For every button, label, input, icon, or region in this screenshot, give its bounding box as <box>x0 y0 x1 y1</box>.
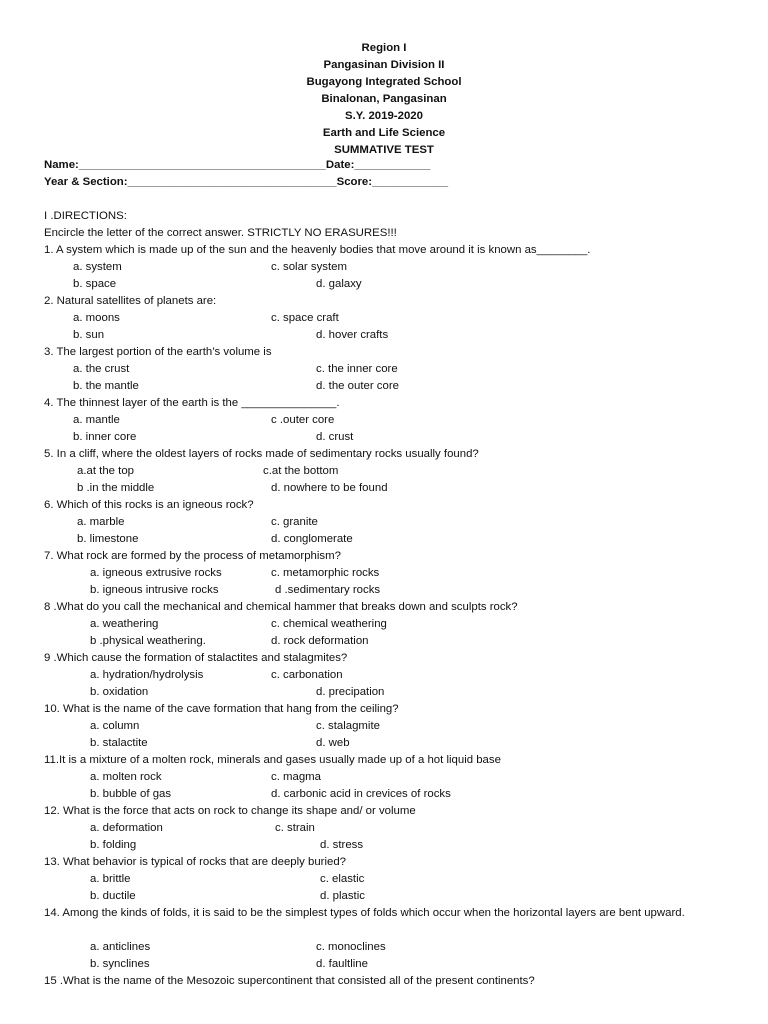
question-1: 1. A system which is made up of the sun and the heavenly bodies that move around it is known as________. <box>44 244 591 256</box>
school-name: Bugayong Integrated School <box>306 76 462 88</box>
q12-option-b: b. folding <box>90 839 137 851</box>
q7-option-c: c. metamorphic rocks <box>271 567 380 579</box>
q6-option-a: a. marble <box>77 516 125 528</box>
q9-option-d: d. precipation <box>316 686 385 698</box>
directions-title: I .DIRECTIONS: <box>44 210 127 222</box>
q1-option-b: b. space <box>73 278 117 290</box>
q5-option-d: d. nowhere to be found <box>271 482 388 494</box>
question-8: 8 .What do you call the mechanical and chemical hammer that breaks down and sculpts rock? <box>44 601 518 613</box>
q11-option-c: c. magma <box>271 771 322 783</box>
q6-option-b: b. limestone <box>77 533 139 545</box>
q11-option-a: a. molten rock <box>90 771 162 783</box>
q1-option-d: d. galaxy <box>316 278 362 290</box>
q10-option-d: d. web <box>316 737 350 749</box>
q5-option-b: b .in the middle <box>77 482 155 494</box>
question-11: 11.It is a mixture of a molten rock, minerals and gases usually made up of a hot liquid base <box>44 754 501 766</box>
q3-option-d: d. the outer core <box>316 380 399 392</box>
q12-option-d: d. stress <box>320 839 364 851</box>
subject-title: Earth and Life Science <box>322 127 446 139</box>
q12-option-a: a. deformation <box>90 822 163 834</box>
q1-option-c: c. solar system <box>271 261 347 273</box>
q13-option-b: b. ductile <box>90 890 136 902</box>
region-label: Region I <box>361 42 407 54</box>
q10-option-a: a. column <box>90 720 140 732</box>
q6-option-d: d. conglomerate <box>271 533 353 545</box>
q4-option-c: c .outer core <box>271 414 335 426</box>
question-10: 10. What is the name of the cave formation that hang from the ceiling? <box>44 703 399 715</box>
question-5: 5. In a cliff, where the oldest layers of rocks made of sedimentary rocks usually found? <box>44 448 479 460</box>
q2-option-b: b. sun <box>73 329 105 341</box>
question-3: 3. The largest portion of the earth’s volume is <box>44 346 272 358</box>
q8-option-d: d. rock deformation <box>271 635 369 647</box>
q14-option-b: b. synclines <box>90 958 150 970</box>
q14-option-d: d. faultline <box>316 958 368 970</box>
q13-option-d: d. plastic <box>320 890 365 902</box>
q8-option-c: c. chemical weathering <box>271 618 387 630</box>
section-score-field: Year & Section:_________________________________Score:____________ <box>44 176 449 188</box>
q4-option-d: d. crust <box>316 431 354 443</box>
directions-text: Encircle the letter of the correct answer. STRICTLY NO ERASURES!!! <box>44 227 397 239</box>
document-header <box>0 40 768 159</box>
division-label: Pangasinan Division II <box>323 59 445 71</box>
test-title: SUMMATIVE TEST <box>334 144 434 156</box>
q9-option-a: a. hydration/hydrolysis <box>90 669 204 681</box>
q1-option-a: a. system <box>73 261 122 273</box>
q10-option-b: b. stalactite <box>90 737 148 749</box>
q2-option-c: c. space craft <box>271 312 339 324</box>
question-2: 2. Natural satellites of planets are: <box>44 295 217 307</box>
q3-option-c: c. the inner core <box>316 363 398 375</box>
q2-option-d: d. hover crafts <box>316 329 389 341</box>
q5-option-c: c.at the bottom <box>263 465 339 477</box>
q10-option-c: c. stalagmite <box>316 720 380 732</box>
q4-option-a: a. mantle <box>73 414 120 426</box>
q7-option-a: a. igneous extrusive rocks <box>90 567 222 579</box>
q6-option-c: c. granite <box>271 516 318 528</box>
question-13: 13. What behavior is typical of rocks that are deeply buried? <box>44 856 347 868</box>
q12-option-c: c. strain <box>275 822 315 834</box>
q7-option-b: b. igneous intrusive rocks <box>90 584 219 596</box>
q7-option-d: d .sedimentary rocks <box>275 584 381 596</box>
q9-option-b: b. oxidation <box>90 686 149 698</box>
q4-option-b: b. inner core <box>73 431 137 443</box>
q14-option-c: c. monoclines <box>316 941 386 953</box>
q11-option-b: b. bubble of gas <box>90 788 172 800</box>
question-6: 6. Which of this rocks is an igneous rock? <box>44 499 254 511</box>
question-12: 12. What is the force that acts on rock to change its shape and/ or volume <box>44 805 416 817</box>
question-15: 15 .What is the name of the Mesozoic supercontinent that consisted all of the present continents? <box>44 975 535 987</box>
question-9: 9 .Which cause the formation of stalactites and stalagmites? <box>44 652 348 664</box>
q11-option-d: d. carbonic acid in crevices of rocks <box>271 788 451 800</box>
q8-option-b: b .physical weathering. <box>90 635 206 647</box>
q8-option-a: a. weathering <box>90 618 159 630</box>
question-14: 14. Among the kinds of folds, it is said to be the simplest types of folds which occur when the horizontal layers are bent upward. <box>44 907 685 919</box>
q13-option-c: c. elastic <box>320 873 365 885</box>
name-date-field: Name:_______________________________________Date:____________ <box>44 159 431 171</box>
q14-option-a: a. anticlines <box>90 941 151 953</box>
q3-option-b: b. the mantle <box>73 380 139 392</box>
q13-option-a: a. brittle <box>90 873 131 885</box>
q5-option-a: a.at the top <box>77 465 134 477</box>
q3-option-a: a. the crust <box>73 363 130 375</box>
question-4: 4. The thinnest layer of the earth is the _______________. <box>44 397 340 409</box>
question-7: 7. What rock are formed by the process of metamorphism? <box>44 550 341 562</box>
school-year: S.Y. 2019-2020 <box>345 110 423 122</box>
q2-option-a: a. moons <box>73 312 120 324</box>
school-location: Binalonan, Pangasinan <box>321 93 447 105</box>
q9-option-c: c. carbonation <box>271 669 343 681</box>
